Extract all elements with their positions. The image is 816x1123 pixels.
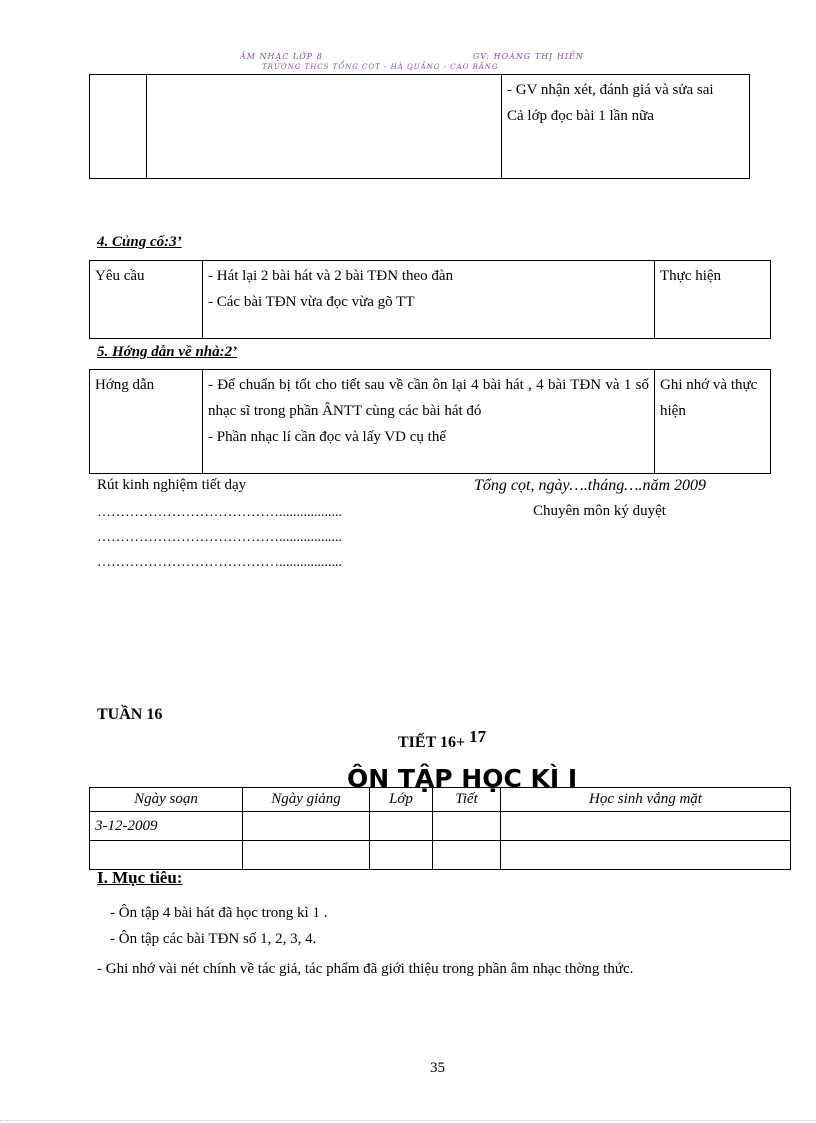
schedule-cell bbox=[370, 812, 433, 841]
review-dots-1: ………………………………….................. bbox=[97, 505, 342, 520]
top-table-text-1: - GV nhận xét, đánh giá và sửa sai bbox=[507, 82, 714, 98]
header-ngay-giang: Ngày giảng bbox=[243, 788, 370, 812]
schedule-cell bbox=[243, 841, 370, 870]
header-lop: Lớp bbox=[370, 788, 433, 812]
section5-table bbox=[89, 369, 771, 474]
section4-table bbox=[89, 260, 771, 339]
section5-content bbox=[203, 370, 655, 474]
top-table-cell-empty-1 bbox=[90, 75, 147, 179]
schedule-cell bbox=[90, 841, 243, 870]
review-dots-2: ………………………………….................. bbox=[97, 530, 342, 545]
header-ngay-soan: Ngày soạn bbox=[90, 788, 243, 812]
schedule-cell: 3-12-2009 bbox=[90, 812, 243, 841]
section5-action: Ghi nhớ và thực hiện bbox=[655, 370, 771, 474]
header-vang-mat: Học sinh vắng mặt bbox=[501, 788, 791, 812]
section4-label: Yêu cầu bbox=[90, 261, 203, 339]
objective-item-2: - Ôn tập các bài TĐN số 1, 2, 3, 4. bbox=[110, 931, 317, 947]
lesson-label bbox=[398, 727, 487, 752]
objective-item-3: - Ghi nhớ vài nét chính về tác giả, tác phẩm đã giới thiệu trong phần âm nhạc thờng thức. bbox=[97, 961, 634, 977]
top-table-cell-empty-2 bbox=[147, 75, 502, 179]
top-table bbox=[89, 74, 750, 179]
page-edge bbox=[0, 1120, 816, 1121]
section4-action: Thực hiện bbox=[655, 261, 771, 339]
schedule-table bbox=[89, 787, 791, 870]
objectives-heading: I. Mục tiêu: bbox=[97, 868, 183, 887]
header-line1-left: ÂM NHẠC LỚP 8 bbox=[240, 52, 323, 61]
page-number: 35 bbox=[430, 1060, 445, 1076]
section5-item-2: - Phần nhạc lí cần đọc và lấy VD cụ thể bbox=[208, 429, 446, 445]
review-label: Rút kinh nghiệm tiết dạy bbox=[97, 477, 247, 493]
review-dots-3: ………………………………….................. bbox=[97, 555, 342, 570]
schedule-row bbox=[90, 812, 791, 841]
header-line2: TRƯỜNG THCS TỔNG CỌT - HÀ QUẢNG - CAO BẰNG bbox=[262, 63, 499, 71]
top-table-cell-teacher bbox=[502, 75, 750, 179]
section4-item-2: - Các bài TĐN vừa đọc vừa gõ TT bbox=[208, 294, 415, 310]
lesson-extra: 17 bbox=[469, 727, 487, 746]
schedule-cell bbox=[370, 841, 433, 870]
section4-content bbox=[203, 261, 655, 339]
week-label: TUẦN 16 bbox=[97, 706, 163, 723]
section5-heading: 5. Hớng dẫn về nhà:2’ bbox=[97, 344, 238, 360]
section5-item-1: - Để chuẩn bị tốt cho tiết sau về cần ôn lại 4 bài hát , 4 bài TĐN và 1 số nhạc sĩ trong phần ÂNTT cùng các bài hát đó bbox=[208, 377, 649, 419]
lesson-text: TIẾT 16+ bbox=[398, 734, 466, 751]
header-line1-right: GV: HOÀNG THỊ HIỀN bbox=[473, 52, 584, 61]
schedule-cell bbox=[433, 812, 501, 841]
schedule-cell bbox=[433, 841, 501, 870]
schedule-cell bbox=[501, 812, 791, 841]
approval-label: Chuyên môn ký duyệt bbox=[533, 503, 666, 519]
section4-heading: 4. Củng cố:3’ bbox=[97, 234, 182, 250]
top-table-text-2: Cả lớp đọc bài 1 lần nữa bbox=[507, 108, 654, 124]
objective-item-1: - Ôn tập 4 bài hát đã học trong kì 1 . bbox=[110, 905, 328, 921]
schedule-cell bbox=[501, 841, 791, 870]
page-title: ÔN TẬP HỌC KÌ I bbox=[347, 764, 578, 793]
schedule-cell bbox=[243, 812, 370, 841]
review-date-line: Tổng cọt, ngày….tháng….năm 2009 bbox=[474, 477, 706, 494]
schedule-row bbox=[90, 841, 791, 870]
header-tiet: Tiết bbox=[433, 788, 501, 812]
section5-label: Hớng dẫn bbox=[90, 370, 203, 474]
section4-item-1: - Hát lại 2 bài hát và 2 bài TĐN theo đàn bbox=[208, 268, 454, 284]
